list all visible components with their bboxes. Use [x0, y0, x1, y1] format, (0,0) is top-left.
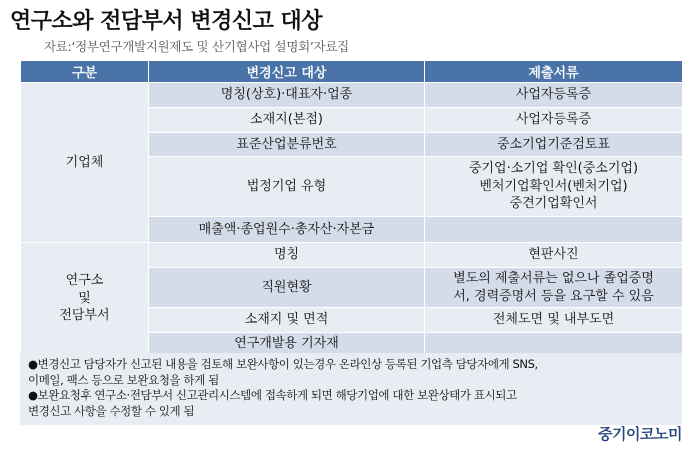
table-row — [21, 243, 683, 268]
change-report-table — [20, 60, 683, 355]
note-line: 변경신고 사항을 수정할 수 있게 됨 — [28, 403, 195, 418]
target-cell: 직원현황 — [149, 268, 425, 308]
page-title: 연구소와 전담부서 변경신고 대상 — [10, 9, 323, 34]
target-cell: 표준산업분류번호 — [149, 133, 425, 157]
category-company: 기업체 — [21, 83, 149, 243]
header-target: 변경신고 대상 — [149, 61, 425, 83]
note-line: 이메일, 팩스 등으로 보완요청을 하게 됨 — [28, 372, 219, 387]
notes-box — [20, 353, 682, 425]
table-row — [21, 83, 683, 108]
target-cell: 법정기업 유형 — [149, 157, 425, 217]
target-cell: 연구개발용 기자재 — [149, 333, 425, 355]
target-cell: 명칭(상호)·대표자·업종 — [149, 83, 425, 108]
document-line: 별도의 제출서류는 없으나 졸업증명 — [453, 270, 654, 286]
header-category: 구분 — [21, 61, 149, 83]
documents-cell — [425, 157, 683, 217]
target-cell: 매출액·종업원수·총자산·자본금 — [149, 217, 425, 243]
documents-cell: 사업자등록증 — [425, 108, 683, 133]
target-cell: 명칭 — [149, 243, 425, 268]
documents-cell — [425, 268, 683, 308]
target-cell: 소재지(본점) — [149, 108, 425, 133]
header-documents: 제출서류 — [425, 61, 683, 83]
category-line: 연구소 — [65, 273, 104, 289]
documents-cell — [425, 333, 683, 355]
documents-cell: 중소기업기준검토표 — [425, 133, 683, 157]
publisher-logo: 중기이코노미 — [598, 425, 682, 443]
table-header-row — [21, 61, 683, 83]
source-caption: 자료:‘정부연구개발지원제도 및 산기협사업 설명회’자료집 — [44, 39, 349, 54]
document-line: 중기업·소기업 확인(중소기업) — [468, 161, 639, 177]
documents-cell — [425, 217, 683, 243]
target-cell: 소재지 및 면적 — [149, 308, 425, 333]
category-lab — [21, 243, 149, 355]
note-line: ●보완요청후 연구소·전담부서 신고관리시스템에 접속하게 되면 해당기업에 대한 보완상태가 표시되고 — [28, 388, 517, 402]
document-line: 중견기업확인서 — [509, 196, 598, 212]
document-line: 서, 경력증명서 등을 요구할 수 있음 — [453, 288, 654, 304]
documents-cell: 사업자등록증 — [425, 83, 683, 108]
category-line: 전담부서 — [59, 308, 110, 324]
documents-cell: 현판사진 — [425, 243, 683, 268]
documents-cell: 전체도면 및 내부도면 — [425, 308, 683, 333]
document-line: 벤처기업확인서(벤처기업) — [479, 178, 628, 194]
note-line: ●변경신고 담당자가 신고된 내용을 검토해 보완사항이 있는경우 온라인상 등록된 기업측 담당자에게 SNS, — [28, 357, 538, 371]
category-line: 및 — [78, 290, 91, 306]
